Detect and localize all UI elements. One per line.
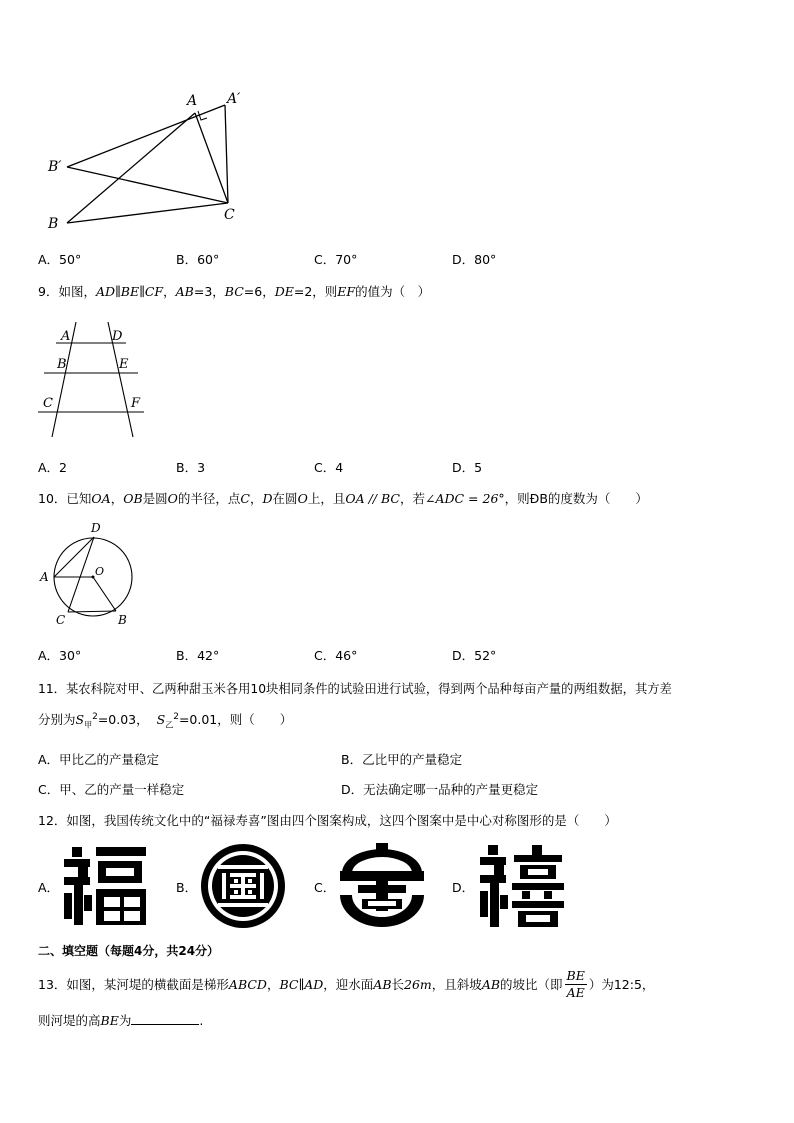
- q12-question: 12．如图，我国传统文化中的“福禄寿喜”图由四个图案构成，这四个图案中是中心对称图形的是（ ）: [38, 813, 617, 828]
- q11-sub-jia: 甲: [84, 720, 93, 730]
- q12-shou-glyph[interactable]: [336, 843, 428, 929]
- q11-sup-yi: 2: [173, 711, 179, 722]
- q9-figure: [36, 322, 146, 442]
- q9-tail: 的值为（ ）: [355, 284, 431, 299]
- q11-option-c[interactable]: C．甲、乙的产量一样稳定: [38, 782, 185, 797]
- q9-label-E: E: [119, 357, 129, 372]
- q11-option-d[interactable]: D．无法确定哪一品种的产量更稳定: [341, 782, 539, 797]
- q11-val-jia: =0.03，: [97, 712, 149, 727]
- q10-c: C: [240, 491, 250, 506]
- q10-text-1: 10．已知: [38, 491, 92, 506]
- q9-ab: AB: [175, 284, 194, 299]
- q9-option-b[interactable]: B．3: [176, 460, 206, 475]
- q9-de: DE: [274, 284, 294, 299]
- q10-option-a[interactable]: A．30°: [38, 648, 82, 663]
- q8-line-BA: [67, 113, 195, 223]
- q10-text-2: 是圆: [142, 491, 168, 506]
- q13-ab-2: AB: [481, 976, 501, 992]
- q10-text-7: ，则ÐB的度数为（ ）: [504, 491, 648, 506]
- q10-option-c[interactable]: C．46°: [314, 648, 358, 663]
- q10-oa: OA: [91, 491, 111, 506]
- q10-line-OB: [93, 577, 116, 611]
- q13-text-4: ，且斜坡: [431, 977, 482, 992]
- q8-line-AprimeC: [225, 105, 228, 203]
- q9-number: 9．如图，: [38, 284, 96, 299]
- q10-figure: [36, 520, 142, 630]
- q12-option-c-letter[interactable]: C．: [314, 880, 336, 895]
- q10-parallel: OA // BC: [345, 491, 400, 506]
- q9-eq6: =6，: [243, 284, 275, 299]
- q10-d: D: [262, 491, 273, 506]
- q13-sep: ，: [266, 977, 280, 992]
- q10-label-D: D: [91, 521, 101, 535]
- q10-option-b[interactable]: B．42°: [176, 648, 220, 663]
- q8-line-BC: [67, 203, 228, 223]
- q11-line-1: 11．某农科院对甲、乙两种甜玉米各用10块相同条件的试验田进行试验，得到两个品种每亩产量的两组数据，其方差: [38, 682, 672, 696]
- section-2-title: 二、填空题（每题4分，共24分）: [38, 944, 220, 958]
- q10-text-5: 上，且: [307, 491, 346, 506]
- q13-prefix: 13．如图，某河堤的横截面是梯形: [38, 977, 229, 992]
- q9-option-d[interactable]: D．5: [452, 460, 483, 475]
- q10-label-O: O: [95, 565, 105, 578]
- q9-condition: AD∥BE∥CF: [95, 284, 164, 299]
- q8-label-B: B: [48, 216, 59, 232]
- q8-option-b[interactable]: B．60°: [176, 252, 220, 267]
- q8-label-C: C: [224, 207, 235, 223]
- q13-end: .: [199, 1013, 204, 1028]
- q9-option-c[interactable]: C．4: [314, 460, 344, 475]
- q8-option-c[interactable]: C．70°: [314, 252, 358, 267]
- q13-line-2: [38, 1011, 203, 1029]
- q10-sep-2: ，: [250, 491, 263, 506]
- q9-label-C: C: [43, 396, 53, 411]
- q13-text-5: 的坡比（即: [500, 977, 563, 992]
- q10-text-3: 的半径，点: [177, 491, 241, 506]
- q13-frac-den: AE: [566, 984, 585, 1000]
- q12-option-a-letter[interactable]: A．: [38, 880, 60, 895]
- q13-text-2: ，迎水面: [323, 977, 374, 992]
- q10-option-d[interactable]: D．52°: [452, 648, 497, 663]
- q10-line-DC: [68, 537, 94, 612]
- q11-line-2: [38, 710, 292, 731]
- q13-bc-ad: BC∥AD: [279, 976, 324, 992]
- q13-abcd: ABCD: [228, 976, 267, 992]
- q11-val-yi: =0.01，则（ ）: [178, 712, 293, 727]
- q10-text-4: 在圆: [272, 491, 298, 506]
- q9-label-D: D: [112, 329, 123, 344]
- q10-label-C: C: [56, 613, 66, 627]
- q13-length: 26m: [404, 976, 432, 992]
- q10-angle: ∠ADC = 26°: [424, 491, 505, 506]
- q8-option-d[interactable]: D．80°: [452, 252, 497, 267]
- q12-option-b-letter[interactable]: B．: [176, 880, 198, 895]
- q9-ef: EF: [337, 284, 356, 299]
- q10-question: [38, 489, 648, 507]
- q9-eq2: =2，则: [293, 284, 338, 299]
- q8-line-AC: [195, 113, 228, 203]
- q9-label-A: A: [61, 329, 71, 344]
- q12-xi-glyph[interactable]: [478, 843, 566, 929]
- q10-ob: OB: [123, 491, 143, 506]
- q10-label-B: B: [118, 613, 127, 627]
- q13-ab: AB: [373, 976, 392, 992]
- q10-o-2: O: [297, 491, 308, 506]
- q13-be: BE: [100, 1013, 119, 1028]
- q10-label-A: A: [40, 570, 49, 584]
- q12-fu-glyph[interactable]: [62, 843, 148, 927]
- q8-line-BprimeAprime: [67, 105, 225, 167]
- q9-bc: BC: [224, 284, 244, 299]
- q13-fraction: [565, 968, 587, 1001]
- q12-option-d-letter[interactable]: D．: [452, 880, 475, 895]
- q12-lu-glyph[interactable]: [200, 843, 286, 929]
- q10-o-1: O: [167, 491, 178, 506]
- q13-text-3: 长: [391, 977, 405, 992]
- q13-line2-suffix: 为: [118, 1013, 132, 1028]
- q13-line2-prefix: 则河堤的高: [38, 1013, 101, 1028]
- q8-label-A-prime: A′: [227, 91, 241, 107]
- q8-label-B-prime: B′: [48, 159, 62, 175]
- q8-line-BprimeC: [67, 167, 228, 203]
- q10-sep-1: ，: [110, 491, 124, 506]
- q8-label-A: A: [187, 93, 198, 109]
- q8-figure: [40, 85, 260, 235]
- q11-option-a[interactable]: A．甲比乙的产量稳定: [38, 752, 160, 767]
- q10-text-6: ，若: [399, 491, 425, 506]
- q9-question: 9．如图，AD∥BE∥CF，AB=3，BC=6，DE=2，则EF的值为（ ）: [38, 284, 431, 299]
- q11-sup-jia: 2: [92, 711, 98, 722]
- q11-sub-yi: 乙: [165, 720, 174, 730]
- q11-option-b[interactable]: B．乙比甲的产量稳定: [341, 752, 463, 767]
- q11-s-yi: S: [156, 712, 166, 727]
- q11-s-jia: S: [75, 712, 85, 727]
- q9-label-F: F: [131, 396, 141, 411]
- q13-line-1: [38, 964, 654, 1004]
- q9-eq3: =3，: [193, 284, 225, 299]
- q13-text-6: ）为12:5，: [588, 977, 655, 992]
- q9-option-a[interactable]: A．2: [38, 460, 68, 475]
- q13-frac-num: BE: [566, 967, 585, 983]
- q8-option-a[interactable]: A．50°: [38, 252, 82, 267]
- q9-label-B: B: [57, 357, 67, 372]
- q13-answer-blank[interactable]: [131, 1012, 199, 1025]
- q11-prefix: 分别为: [38, 712, 76, 727]
